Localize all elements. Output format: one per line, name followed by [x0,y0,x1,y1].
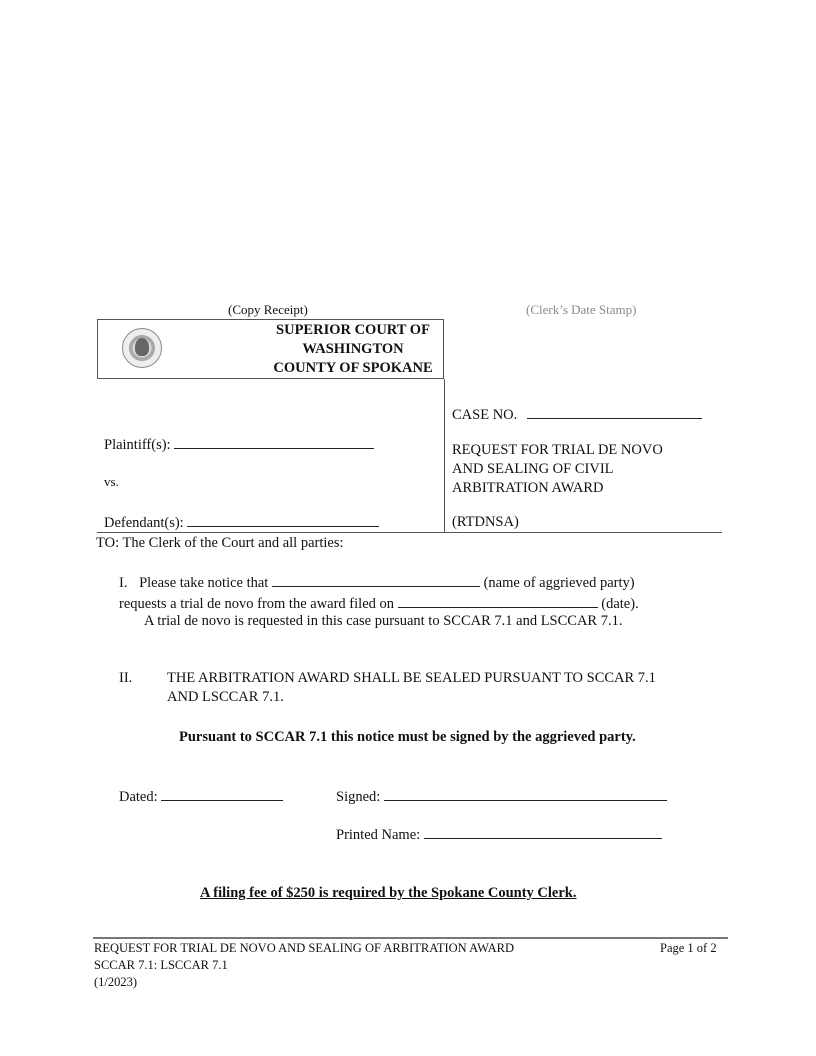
section1-text-a: Please take notice that [139,575,269,591]
defendant-field[interactable] [187,514,379,527]
printed-name-row [336,826,662,844]
signed-label: Signed: [336,789,381,805]
footer-page-number: Page 1 of 2 [660,941,717,955]
section2-line1: THE ARBITRATION AWARD SHALL BE SEALED PURSUANT TO SCCAR 7.1 [167,670,656,686]
caption-vertical-divider [444,379,445,533]
copy-receipt-label: (Copy Receipt) [228,302,308,317]
footer-rule-reference: SCCAR 7.1: LSCCAR 7.1 [94,958,228,972]
footer-rule [93,937,728,939]
footer-title: REQUEST FOR TRIAL DE NOVO AND SEALING OF ARBITRATION AWARD [94,941,514,955]
caption-bottom-rule [97,532,722,533]
vs-label: vs. [104,474,119,489]
section1-text-d: (date). [601,596,639,612]
plaintiff-row [104,436,374,454]
court-name-line1: SUPERIOR COURT OF [276,322,430,338]
aggrieved-party-field[interactable] [272,574,480,587]
document-code: (RTDNSA) [452,514,519,530]
case-number-field[interactable] [527,406,702,419]
section2-line2: AND LSCCAR 7.1. [167,689,284,705]
dated-field[interactable] [161,788,283,801]
dated-row [119,788,283,806]
plaintiff-field[interactable] [174,436,374,449]
section1-text-b: (name of aggrieved party) [483,575,635,591]
signed-row [336,788,667,806]
court-name [263,320,443,378]
footer-revision: (1/2023) [94,975,138,989]
section1-line2 [119,595,639,613]
section1-numeral: I. [119,575,128,591]
state-seal-icon [122,328,162,368]
to-line: TO: The Clerk of the Court and all parties: [96,535,344,551]
award-date-field[interactable] [398,595,598,608]
section1-line1 [119,574,635,592]
section1-text-c: requests a trial de novo from the award filed on [119,596,395,612]
clerk-date-stamp-label: (Clerk’s Date Stamp) [526,302,637,317]
document-title-line2: AND SEALING OF CIVIL [452,461,614,477]
court-name-line3: COUNTY OF SPOKANE [273,360,433,376]
case-number-row [452,406,702,424]
plaintiff-label: Plaintiff(s): [104,437,171,453]
dated-label: Dated: [119,789,158,805]
case-number-label: CASE NO. [452,407,518,423]
filing-fee-notice: A filing fee of $250 is required by the Spokane County Clerk. [200,885,577,901]
printed-name-field[interactable] [424,826,662,839]
document-title-line1: REQUEST FOR TRIAL DE NOVO [452,442,663,458]
printed-name-label: Printed Name: [336,827,421,843]
defendant-label: Defendant(s): [104,515,184,531]
document-title [452,441,663,498]
section2-numeral: II. [119,670,133,686]
document-title-line3: ARBITRATION AWARD [452,480,604,496]
signature-notice: Pursuant to SCCAR 7.1 this notice must be signed by the aggrieved party. [179,729,636,745]
defendant-row [104,514,379,532]
section1-line3: A trial de novo is requested in this case pursuant to SCCAR 7.1 and LSCCAR 7.1. [144,613,623,629]
court-header-box [97,319,444,379]
signed-field[interactable] [384,788,667,801]
court-name-line2: WASHINGTON [302,341,404,357]
